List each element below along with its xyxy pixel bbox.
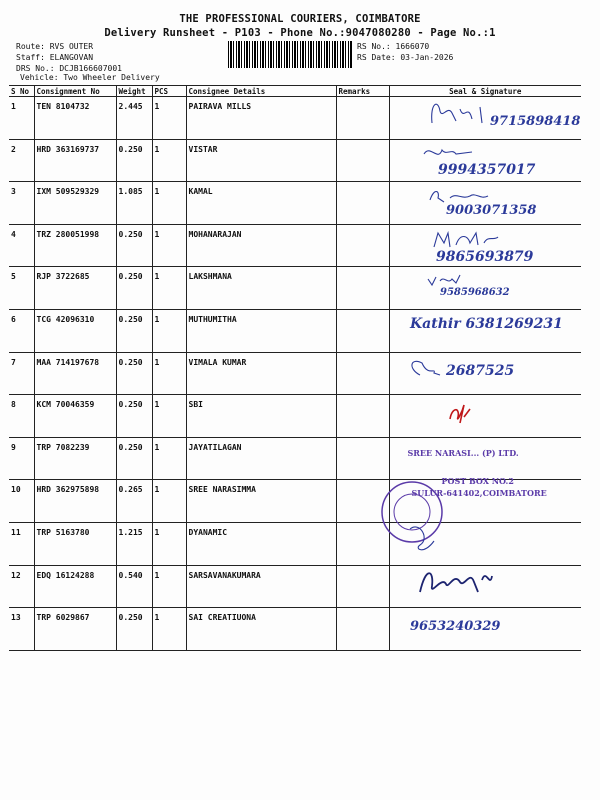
handwritten-phone: 9994357017 (437, 161, 535, 178)
cell-pcs: 1 (152, 437, 186, 480)
cell-weight: 0.250 (116, 352, 152, 395)
table-row (9, 139, 581, 182)
cell-consignee: VIMALA KUMAR (186, 352, 336, 395)
cell-remarks (336, 352, 389, 395)
cell-consignee: KAMAL (186, 182, 336, 225)
stamp-company-line: SREE NARASI... (P) LTD. (407, 447, 519, 458)
cell-consignee: SAI CREATIUONA (186, 608, 336, 651)
table-row (9, 437, 581, 480)
cell-weight: 0.250 (116, 267, 152, 310)
meta-right (357, 41, 453, 63)
handwritten-phone: 9715898418 (489, 114, 580, 129)
table-row (9, 97, 581, 140)
handwritten-phone: 9653240329 (409, 619, 500, 635)
meta-left (16, 41, 122, 74)
cell-pcs: 1 (152, 480, 186, 523)
cell-consignment: TRP 6029867 (34, 608, 116, 651)
handwritten-signature (390, 263, 580, 303)
runsheet-title: Delivery Runsheet - P103 - Phone No.:9047080280 - Page No.:1 (104, 27, 496, 39)
signature-cell (389, 437, 581, 480)
cell-pcs: 1 (152, 224, 186, 267)
stamp-postbox-line: POST BOX NO.2 (441, 476, 514, 487)
cell-sno: 10 (9, 480, 34, 523)
cell-consignee: SREE NARASIMMA (186, 480, 336, 523)
cell-sno: 3 (9, 182, 34, 225)
cell-pcs: 1 (152, 522, 186, 565)
cell-weight: 2.445 (116, 97, 152, 140)
handwritten-signature (390, 306, 580, 346)
cell-weight: 0.250 (116, 139, 152, 182)
cell-consignment: KCM 70046359 (34, 395, 116, 438)
cell-sno: 6 (9, 309, 34, 352)
cell-remarks (336, 395, 389, 438)
handwritten-phone: 9865693879 (435, 248, 533, 265)
cell-remarks (336, 522, 389, 565)
cell-consignee: VISTAR (186, 139, 336, 182)
cell-weight: 0.250 (116, 608, 152, 651)
cell-consignee: DYANAMIC (186, 522, 336, 565)
cell-consignment: MAA 714197678 (34, 352, 116, 395)
handwritten-signature (390, 136, 580, 176)
cell-sno: 4 (9, 224, 34, 267)
cell-remarks (336, 182, 389, 225)
table-row (9, 352, 581, 395)
cell-pcs: 1 (152, 309, 186, 352)
table-row (9, 224, 581, 267)
cell-weight: 0.250 (116, 224, 152, 267)
signature-cell (389, 522, 581, 565)
handwritten-phone: 9585968632 (439, 287, 510, 299)
handwritten-signature (390, 349, 580, 389)
col-sno: S No (9, 86, 34, 97)
signature-cell (389, 608, 581, 651)
company-title: THE PROFESSIONAL COURIERS, COIMBATORE (179, 13, 421, 25)
cell-consignee: LAKSHMANA (186, 267, 336, 310)
rs-date-label: RS Date: 03-Jan-2026 (357, 53, 454, 62)
cell-consignee: PAIRAVA MILLS (186, 97, 336, 140)
barcode (228, 41, 352, 68)
cell-sno: 13 (9, 608, 34, 651)
cell-consignment: HRD 362975898 (34, 480, 116, 523)
table-row (9, 309, 581, 352)
table-row (9, 480, 581, 523)
staff-label: Staff: ELANGOVAN (16, 53, 94, 62)
col-signature: Seal & Signature (389, 86, 581, 97)
table-row (9, 522, 581, 565)
cell-sno: 5 (9, 267, 34, 310)
cell-pcs: 1 (152, 352, 186, 395)
signature-cell (389, 476, 581, 523)
cell-consignment: TEN 8104732 (34, 97, 116, 140)
table-row (9, 395, 581, 438)
table-row (9, 608, 581, 651)
cell-weight: 0.540 (116, 565, 152, 608)
handwritten-signature (390, 604, 580, 644)
signature-cell (389, 224, 581, 267)
cell-sno: 1 (9, 97, 34, 140)
cell-pcs: 1 (152, 395, 186, 438)
drs-label: DRS No.: DCJB166607001 (16, 64, 122, 73)
red-signature-mark (390, 391, 580, 431)
cell-sno: 7 (9, 352, 34, 395)
cell-consignee: MUTHUMITHA (186, 309, 336, 352)
cell-remarks (336, 139, 389, 182)
signature-cell (389, 565, 581, 608)
cell-remarks (336, 224, 389, 267)
signature-cell (389, 267, 581, 310)
cell-remarks (336, 565, 389, 608)
cell-weight: 0.250 (116, 395, 152, 438)
signature-cell (389, 352, 581, 395)
col-consignee: Consignee Details (186, 86, 336, 97)
cell-consignment: TRP 5163780 (34, 522, 116, 565)
table-row (9, 267, 581, 310)
cell-consignment: TCG 42096310 (34, 309, 116, 352)
cell-consignment: HRD 363169737 (34, 139, 116, 182)
signature-cell (389, 182, 581, 225)
signature-cell (389, 309, 581, 352)
col-weight: Weight (116, 86, 152, 97)
handwritten-signature (390, 178, 580, 218)
table-row (9, 565, 581, 608)
cell-pcs: 1 (152, 565, 186, 608)
handwritten-phone: 9003071358 (445, 203, 536, 219)
cell-consignment: EDQ 16124288 (34, 565, 116, 608)
cell-pcs: 1 (152, 139, 186, 182)
cell-sno: 12 (9, 565, 34, 608)
cell-remarks (336, 608, 389, 651)
cell-weight: 0.250 (116, 309, 152, 352)
vehicle-label: Vehicle: Two Wheeler Delivery (20, 73, 160, 82)
cell-sno: 9 (9, 437, 34, 480)
cell-sno: 8 (9, 395, 34, 438)
col-remarks: Remarks (336, 86, 389, 97)
cell-remarks (336, 437, 389, 480)
col-pcs: PCS (152, 86, 186, 97)
cell-consignment: TRP 7082239 (34, 437, 116, 480)
table-row (9, 182, 581, 225)
cell-weight: 0.250 (116, 437, 152, 480)
cell-sno: 2 (9, 139, 34, 182)
cell-consignment: IXM 509529329 (34, 182, 116, 225)
cell-weight: 0.265 (116, 480, 152, 523)
cell-consignment: RJP 3722685 (34, 267, 116, 310)
cell-consignee: SARSAVANAKUMARA (186, 565, 336, 608)
handwritten-signature (390, 562, 580, 602)
route-label: Route: RVS OUTER (16, 42, 94, 51)
handwritten-signature (390, 221, 580, 265)
cell-remarks (336, 267, 389, 310)
cell-weight: 1.215 (116, 522, 152, 565)
cell-consignment: TRZ 280051998 (34, 224, 116, 267)
cell-remarks (336, 97, 389, 140)
signature-cell (389, 395, 581, 438)
runsheet-table (9, 85, 581, 651)
signature-cell (389, 97, 581, 140)
cell-consignee: JAYATILAGAN (186, 437, 336, 480)
stamp-address-line: SULUR-641402,COIMBATORE (411, 488, 547, 499)
round-seal-stamp (390, 476, 580, 516)
handwritten-phone: 2687525 (445, 362, 514, 379)
col-consignment: Consignment No (34, 86, 116, 97)
cell-consignee: SBI (186, 395, 336, 438)
handwritten-signature (390, 519, 580, 559)
handwritten-signature (390, 93, 580, 133)
cell-pcs: 1 (152, 182, 186, 225)
cell-pcs: 1 (152, 97, 186, 140)
signature-cell (389, 139, 581, 182)
cell-sno: 11 (9, 522, 34, 565)
cell-weight: 1.085 (116, 182, 152, 225)
cell-pcs: 1 (152, 267, 186, 310)
handwritten-phone: Kathir 6381269231 (409, 315, 563, 332)
cell-pcs: 1 (152, 608, 186, 651)
cell-consignee: MOHANARAJAN (186, 224, 336, 267)
cell-remarks (336, 309, 389, 352)
rs-no-label: RS No.: 1666070 (357, 42, 430, 51)
